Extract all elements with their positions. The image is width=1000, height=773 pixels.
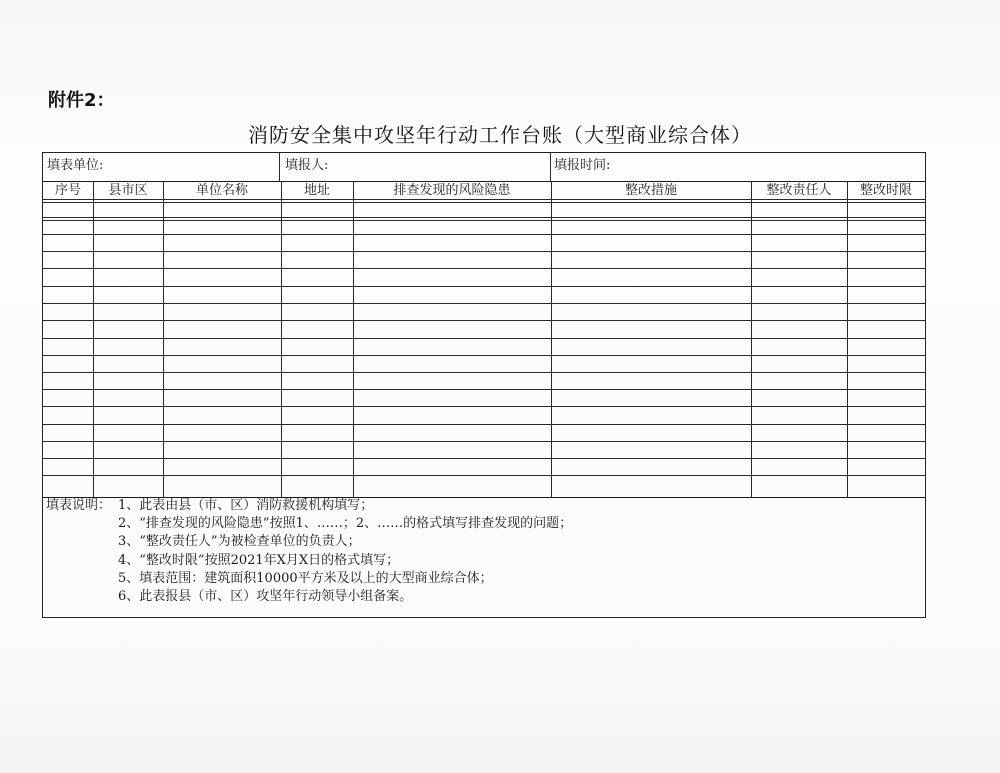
note-item: 1、此表由县（市、区）消防救援机构填写； xyxy=(118,498,374,513)
table-row xyxy=(43,389,925,390)
table-row xyxy=(43,475,925,476)
note-item: 6、此表报县（市、区）攻坚年行动领导小组备案。 xyxy=(118,589,413,605)
fill-time-label: 填报时间: xyxy=(554,158,611,173)
column-header-county: 县市区 xyxy=(108,183,148,198)
note-item: 5、填表范围：建筑面积10000平方米及以上的大型商业综合体； xyxy=(118,570,493,586)
table-row xyxy=(43,234,925,235)
attachment-label: 附件2： xyxy=(48,90,115,111)
column-header-deadline: 整改时限 xyxy=(859,183,912,198)
table-row xyxy=(43,217,925,218)
table-row xyxy=(43,220,925,221)
column-header-unit-name: 单位名称 xyxy=(195,183,248,198)
table-row xyxy=(43,286,925,287)
table-row xyxy=(43,458,925,459)
table-row xyxy=(43,251,925,252)
info-row-border xyxy=(43,181,925,182)
table-row xyxy=(43,338,925,339)
column-header-measures: 整改措施 xyxy=(624,183,677,198)
table-row xyxy=(43,303,925,304)
note-item: 2、“排查发现的风险隐患”按照1、……；2、……的格式填写排查发现的问题； xyxy=(118,516,573,532)
table-row xyxy=(43,372,925,373)
column-header-responsible: 整改责任人 xyxy=(766,183,832,198)
info-divider xyxy=(550,153,551,181)
filler-label: 填报人: xyxy=(285,158,329,173)
note-item: 3、“整改责任人”为被检查单位的负责人； xyxy=(118,534,361,550)
column-divider xyxy=(551,181,552,497)
column-divider xyxy=(93,181,94,497)
note-item: 4、“整改时限”按照2021年X月X日的格式填写； xyxy=(118,552,400,568)
table-row xyxy=(43,268,925,269)
column-divider xyxy=(751,181,752,497)
table-row xyxy=(43,441,925,442)
column-header-hazards: 排查发现的风险隐患 xyxy=(393,183,511,198)
column-header-seq: 序号 xyxy=(54,183,81,198)
fill-instructions xyxy=(46,497,572,606)
column-divider xyxy=(847,181,848,497)
column-divider xyxy=(163,181,164,497)
table-row xyxy=(43,424,925,425)
column-divider xyxy=(353,181,354,497)
fill-unit-label: 填表单位: xyxy=(47,158,104,173)
column-header-address: 地址 xyxy=(303,183,330,198)
notes-label: 填表说明： xyxy=(46,498,112,513)
table-row xyxy=(43,320,925,321)
table-row xyxy=(43,355,925,356)
document-title: 消防安全集中攻坚年行动工作台账（大型商业综合体） xyxy=(248,123,752,147)
table-row xyxy=(43,406,925,407)
column-divider xyxy=(281,181,282,497)
header-border xyxy=(43,199,925,200)
info-divider xyxy=(279,153,280,181)
header-border xyxy=(43,202,925,203)
